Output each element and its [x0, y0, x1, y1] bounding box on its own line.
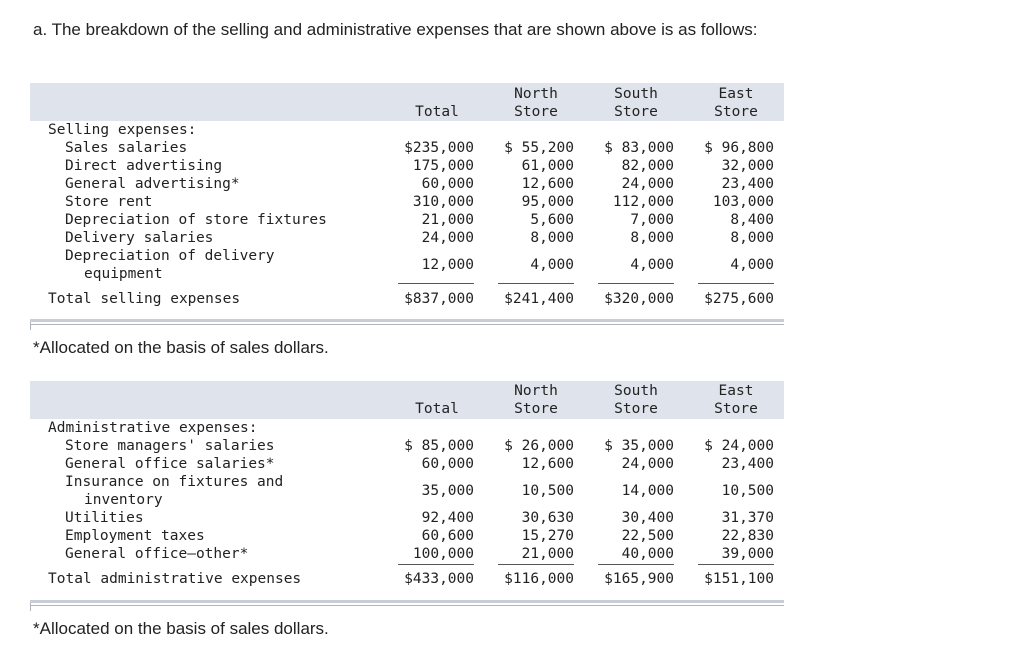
cell-south: 7,000	[630, 212, 674, 228]
cell-total: 92,400	[421, 510, 474, 526]
cell-east: $ 96,800	[704, 140, 774, 156]
total-cell-south: $320,000	[604, 291, 674, 307]
table-footer-line	[30, 319, 784, 322]
cell-north: $ 26,000	[504, 438, 574, 454]
column-header-south-sub: Store	[614, 401, 658, 417]
cell-east: 32,000	[721, 158, 774, 174]
table-footer-tick	[30, 603, 31, 611]
cell-north: 4,000	[530, 257, 574, 273]
footnote: *Allocated on the basis of sales dollars.	[33, 338, 329, 357]
cell-north: 30,630	[521, 510, 574, 526]
column-header-north-sub: Store	[514, 401, 558, 417]
cell-south: 14,000	[621, 483, 674, 499]
subtotal-rule	[698, 283, 774, 284]
row-label: Store managers' salaries	[65, 438, 275, 454]
column-header-north-sub: Store	[514, 104, 558, 120]
cell-south: 30,400	[621, 510, 674, 526]
column-header-total: Total	[415, 104, 459, 120]
subtotal-rule	[498, 283, 574, 284]
cell-east: 22,830	[721, 528, 774, 544]
cell-total: 12,000	[421, 257, 474, 273]
row-label: General advertising*	[65, 176, 240, 192]
subtotal-rule	[398, 283, 474, 284]
cell-south: 112,000	[612, 194, 674, 210]
cell-east: 23,400	[721, 456, 774, 472]
column-header-south: South	[614, 86, 658, 102]
row-label-continued: inventory	[84, 492, 163, 508]
cell-total: 60,000	[421, 456, 474, 472]
cell-east: $ 24,000	[704, 438, 774, 454]
row-label: General office—other*	[65, 546, 249, 562]
section-heading: Administrative expenses:	[48, 420, 258, 436]
cell-total: 24,000	[421, 230, 474, 246]
total-cell-east: $151,100	[704, 571, 774, 587]
cell-total: 310,000	[412, 194, 474, 210]
cell-east: 8,400	[730, 212, 774, 228]
column-header-total: Total	[415, 401, 459, 417]
column-header-east: East	[718, 383, 754, 399]
column-header-east-sub: Store	[714, 104, 758, 120]
intro-text: a. The breakdown of the selling and administrative expenses that are shown above is as follows:	[33, 20, 758, 39]
table-footer-line	[30, 324, 784, 325]
row-label: Utilities	[65, 510, 144, 526]
cell-south: 82,000	[621, 158, 674, 174]
cell-east: 39,000	[721, 546, 774, 562]
cell-total: $235,000	[404, 140, 474, 156]
cell-north: 21,000	[521, 546, 574, 562]
column-header-south: South	[614, 383, 658, 399]
subtotal-rule	[598, 564, 674, 565]
cell-east: 4,000	[730, 257, 774, 273]
cell-east: 10,500	[721, 483, 774, 499]
row-label-continued: equipment	[84, 266, 163, 282]
table-footer-line	[30, 605, 784, 606]
row-label: Store rent	[65, 194, 153, 210]
row-label: Sales salaries	[65, 140, 188, 156]
row-label: Depreciation of delivery	[65, 248, 275, 264]
row-label: Insurance on fixtures and	[65, 474, 284, 490]
cell-south: 4,000	[630, 257, 674, 273]
cell-north: 61,000	[521, 158, 574, 174]
subtotal-rule	[598, 283, 674, 284]
cell-total: 60,600	[421, 528, 474, 544]
cell-east: 103,000	[712, 194, 774, 210]
total-cell-east: $275,600	[704, 291, 774, 307]
total-row-label: Total administrative expenses	[48, 571, 302, 587]
subtotal-rule	[498, 564, 574, 565]
cell-south: $ 83,000	[604, 140, 674, 156]
footnote: *Allocated on the basis of sales dollars.	[33, 619, 329, 638]
column-header-east: East	[718, 86, 754, 102]
row-label: Delivery salaries	[65, 230, 214, 246]
cell-total: $ 85,000	[404, 438, 474, 454]
total-cell-north: $116,000	[504, 571, 574, 587]
row-label: Direct advertising	[65, 158, 223, 174]
cell-south: 24,000	[621, 456, 674, 472]
total-row-label: Total selling expenses	[48, 291, 241, 307]
total-cell-south: $165,900	[604, 571, 674, 587]
row-label: Employment taxes	[65, 528, 205, 544]
column-header-south-sub: Store	[614, 104, 658, 120]
section-heading: Selling expenses:	[48, 122, 197, 138]
cell-south: 8,000	[630, 230, 674, 246]
total-cell-north: $241,400	[504, 291, 574, 307]
cell-east: 23,400	[721, 176, 774, 192]
cell-south: 24,000	[621, 176, 674, 192]
table-footer-line	[30, 600, 784, 603]
cell-north: $ 55,200	[504, 140, 574, 156]
column-header-north: North	[514, 383, 558, 399]
total-cell-total: $433,000	[404, 571, 474, 587]
cell-total: 100,000	[412, 546, 474, 562]
cell-north: 12,600	[521, 176, 574, 192]
total-cell-total: $837,000	[404, 291, 474, 307]
cell-north: 12,600	[521, 456, 574, 472]
cell-north: 8,000	[530, 230, 574, 246]
subtotal-rule	[698, 564, 774, 565]
row-label: General office salaries*	[65, 456, 275, 472]
table-footer-tick	[30, 322, 31, 330]
column-header-east-sub: Store	[714, 401, 758, 417]
cell-north: 5,600	[530, 212, 574, 228]
cell-total: 175,000	[412, 158, 474, 174]
cell-north: 10,500	[521, 483, 574, 499]
cell-south: 40,000	[621, 546, 674, 562]
cell-south: $ 35,000	[604, 438, 674, 454]
cell-south: 22,500	[621, 528, 674, 544]
cell-north: 15,270	[521, 528, 574, 544]
row-label: Depreciation of store fixtures	[65, 212, 327, 228]
cell-total: 21,000	[421, 212, 474, 228]
cell-north: 95,000	[521, 194, 574, 210]
subtotal-rule	[398, 564, 474, 565]
column-header-north: North	[514, 86, 558, 102]
cell-total: 35,000	[421, 483, 474, 499]
cell-east: 8,000	[730, 230, 774, 246]
cell-total: 60,000	[421, 176, 474, 192]
cell-east: 31,370	[721, 510, 774, 526]
